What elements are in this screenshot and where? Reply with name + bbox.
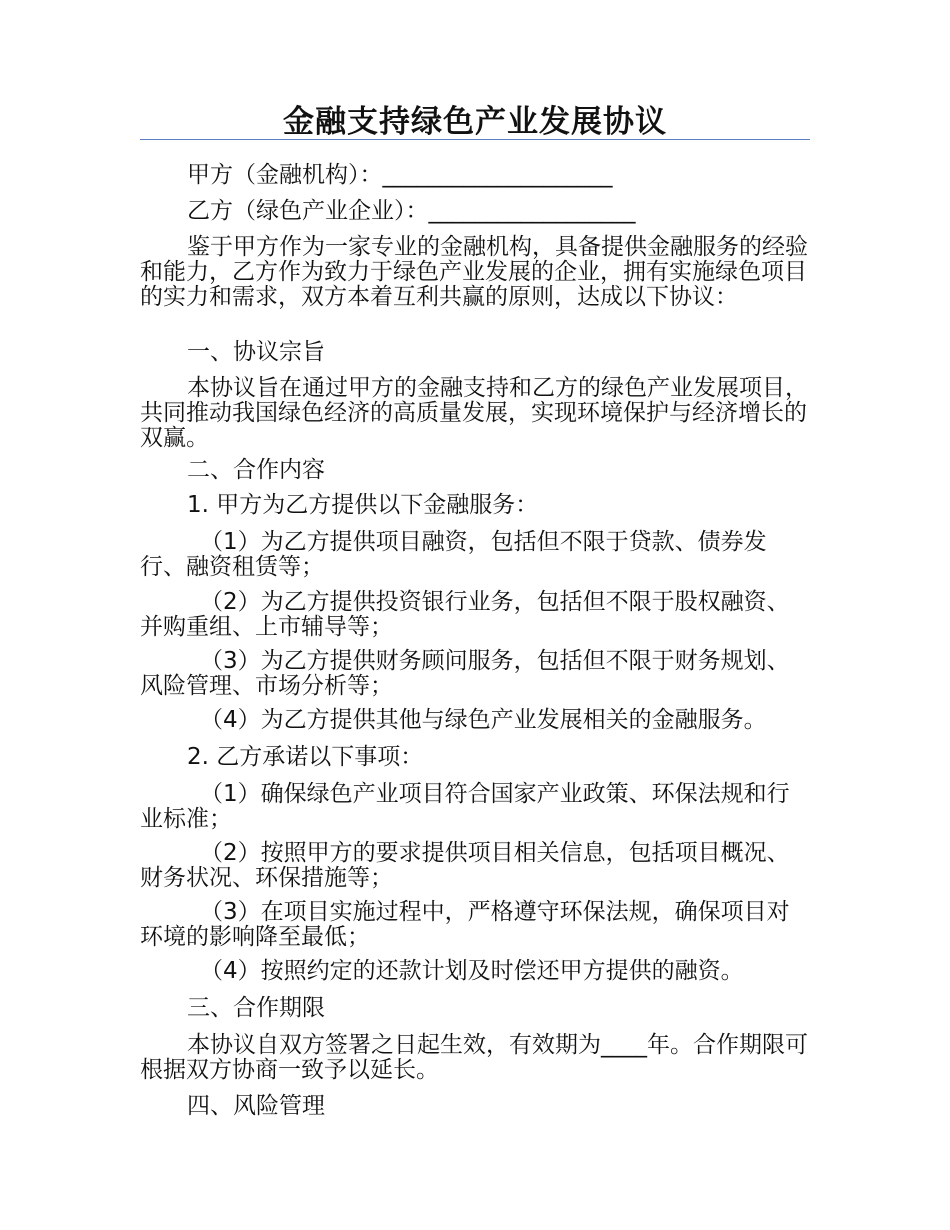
section-2-clause-1-item-3: （3）为乙方提供财务顾问服务，包括但不限于财务规划、风险管理、市场分析等； xyxy=(140,648,790,699)
section-2-heading: 二、合作内容 xyxy=(187,457,325,483)
section-2-clause-2-item-2: （2）按照甲方的要求提供项目相关信息，包括项目概况、财务状况、环保措施等； xyxy=(140,840,790,891)
section-3-heading: 三、合作期限 xyxy=(187,995,325,1021)
section-2-clause-2-item-1: （1）确保绿色产业项目符合国家产业政策、环保法规和行业标准； xyxy=(140,781,790,832)
section-2-clause-2-item-4: （4）按照约定的还款计划及时偿还甲方提供的融资。 xyxy=(200,958,744,984)
preamble-paragraph: 鉴于甲方作为一家专业的金融机构，具备提供金融服务的经验和能力，乙方作为致力于绿色产业发展的企业，拥有实施绿色项目的实力和需求，双方本着互利共赢的原则，达成以下协议： xyxy=(140,234,808,310)
section-1-body: 本协议旨在通过甲方的金融支持和乙方的绿色产业发展项目，共同推动我国绿色经济的高质量发展，实现环境保护与经济增长的双赢。 xyxy=(140,375,808,451)
section-3-body: 本协议自双方签署之日起生效，有效期为____年。合作期限可根据双方协商一致予以延长。 xyxy=(140,1032,808,1083)
section-2-clause-1: 1. 甲方为乙方提供以下金融服务： xyxy=(187,492,539,518)
party-a-line: 甲方（金融机构）：____________________ xyxy=(187,162,613,188)
section-2-clause-1-item-2: （2）为乙方提供投资银行业务，包括但不限于股权融资、并购重组、上市辅导等； xyxy=(140,589,790,640)
title-underline xyxy=(140,139,810,140)
section-2-clause-2-item-3: （3）在项目实施过程中，严格遵守环保法规，确保项目对环境的影响降至最低； xyxy=(140,899,790,950)
document-title: 金融支持绿色产业发展协议 xyxy=(283,104,667,140)
section-2-clause-1-item-1: （1）为乙方提供项目融资，包括但不限于贷款、债券发行、融资租赁等； xyxy=(140,529,767,580)
section-2-clause-2: 2. 乙方承诺以下事项： xyxy=(187,744,424,770)
section-1-heading: 一、协议宗旨 xyxy=(187,339,325,365)
section-4-heading: 四、风险管理 xyxy=(187,1093,325,1119)
party-b-line: 乙方（绿色产业企业）：__________________ xyxy=(187,198,636,224)
section-2-clause-1-item-4: （4）为乙方提供其他与绿色产业发展相关的金融服务。 xyxy=(200,707,767,733)
